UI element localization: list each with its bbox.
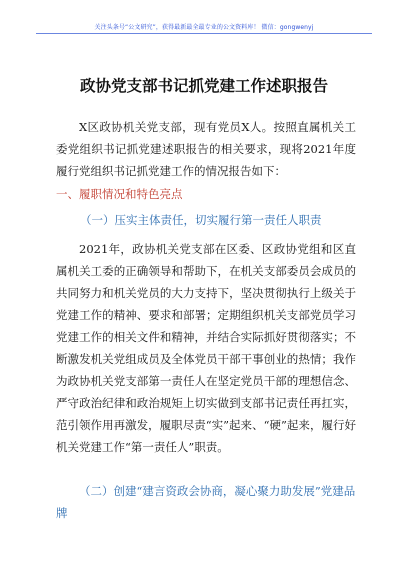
header-divider (36, 33, 372, 34)
body-paragraph-1: 2021年，政协机关党支部在区委、区政协党组和区直属机关工委的正确领导和帮助下，在机关支部委员会成员的共同努力和机关党员的大力支持下，坚决贯彻执行上级关于党建工作的精神、要求和部署；定期组织机关支部党员学习党建工作的相关文件和精神，并结合实际抓好贯彻落实；不断激发机关党组成员及全体党员干部干事创业的热情；我作为政协机关党支部第一责任人在坚定党员干部的理想信念、严守政治纪律和政治规矩上切实做到支部书记责任再扛实，范引领作用再激发，履职尽责“实”起来、“硬”起来，履行好机关党建工作“第一责任人”职责。 (56, 242, 356, 454)
intro-paragraph: X区政协机关党支部，现有党员X人。按照直属机关工委党组织书记抓党建述职报告的相关要求，现将2021年度履行党组织书记抓党建工作的情况报告如下： (56, 120, 356, 178)
section-heading-1: 一、履职情况和特色亮点 (56, 187, 183, 201)
subsection-heading-2: （二）创建“建言资政会协商，凝心聚力助发展”党建品牌 (56, 484, 356, 520)
subsection-heading-1: （一）压实主体责任，切实履行第一责任人职责 (80, 213, 322, 227)
document-title: 政协党支部书记抓党建工作述职报告 (79, 76, 328, 95)
header-banner: 关注头条号“公文研究”，获得最新最全最专业的公文资料库！ 微信：gongwenyj (94, 24, 314, 31)
